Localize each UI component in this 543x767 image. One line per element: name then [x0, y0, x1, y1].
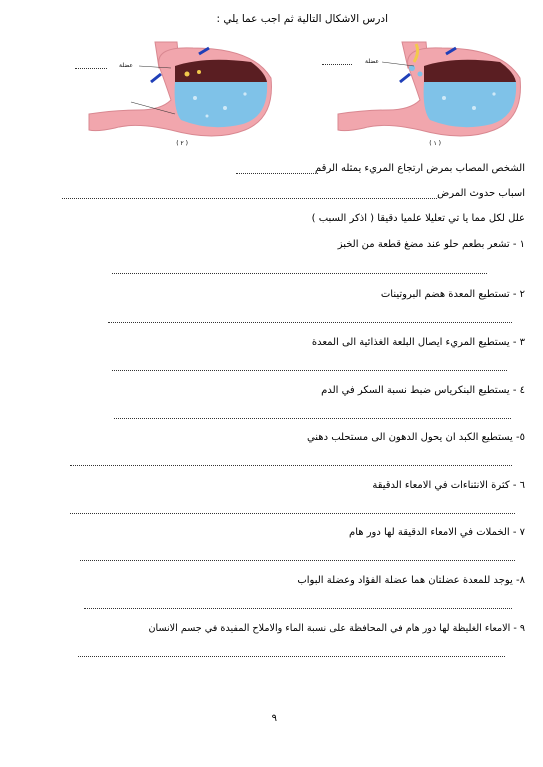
statement-disease-causes: اسباب حدوث المرض	[437, 188, 525, 199]
stomach-figure-1	[328, 38, 528, 150]
answer-line-q2	[62, 198, 437, 199]
muscle-label-fig2: عضلة	[119, 62, 133, 69]
question-item: ٢ - تستطيع المعدة هضم البروتينات	[380, 289, 525, 300]
question-item: ٤ - يستطيع البنكرياس ضبط نسبة السكر في الدم	[321, 385, 525, 396]
stomach-diagram-2	[75, 38, 275, 150]
statement-reflux-number: الشخص المصاب بمرض ارتجاع المريء يمثله الرقم	[315, 163, 525, 174]
figure-number-2: ( ٢ )	[176, 140, 188, 147]
answer-line-q1	[236, 173, 318, 174]
instruction-heading: ادرس الاشكال التالية ثم اجب عما يلي :	[216, 13, 388, 25]
label-line-fig2	[75, 68, 107, 69]
section-title: علل لكل مما يا تي تعليلا علميا دقيقا ( اذكر السبب )	[311, 213, 525, 224]
stomach-figure-2	[75, 38, 275, 150]
answer-line	[108, 322, 512, 323]
question-item: ٣ - يستطيع المريء ايصال البلعة الغذائية الى المعدة	[311, 337, 525, 348]
question-item: ٦ - كثرة الانثناءات في الامعاء الدقيقة	[372, 480, 525, 491]
answer-line	[78, 656, 505, 657]
question-item: ٨- يوجد للمعدة عضلتان هما عضلة الفؤاد وعضلة البواب	[297, 575, 525, 586]
figure-number-1: ( ١ )	[429, 140, 441, 147]
question-item: ٩ - الامعاء الغليظة لها دور هام في المحافظة على نسبة الماء والاملاح المفيدة في جسم الانسان	[148, 623, 525, 634]
answer-line	[80, 560, 515, 561]
answer-line	[70, 465, 512, 466]
answer-line	[112, 273, 487, 274]
answer-line	[70, 513, 515, 514]
page-number: ٩	[271, 713, 277, 724]
question-item: ٥- يستطيع الكبد ان يحول الدهون الى مستحلب دهني	[306, 432, 525, 443]
answer-line	[84, 608, 512, 609]
question-item: ٧ - الخملات في الامعاء الدقيقة لها دور هام	[349, 527, 525, 538]
stomach-diagram-1	[328, 38, 528, 150]
answer-line	[114, 418, 511, 419]
muscle-label-fig1: عضلة	[365, 58, 379, 65]
answer-line	[112, 370, 507, 371]
question-item: ١ - تشعر بطعم حلو عند مضغ قطعة من الخبز	[337, 239, 525, 250]
label-line-fig1	[322, 64, 352, 65]
